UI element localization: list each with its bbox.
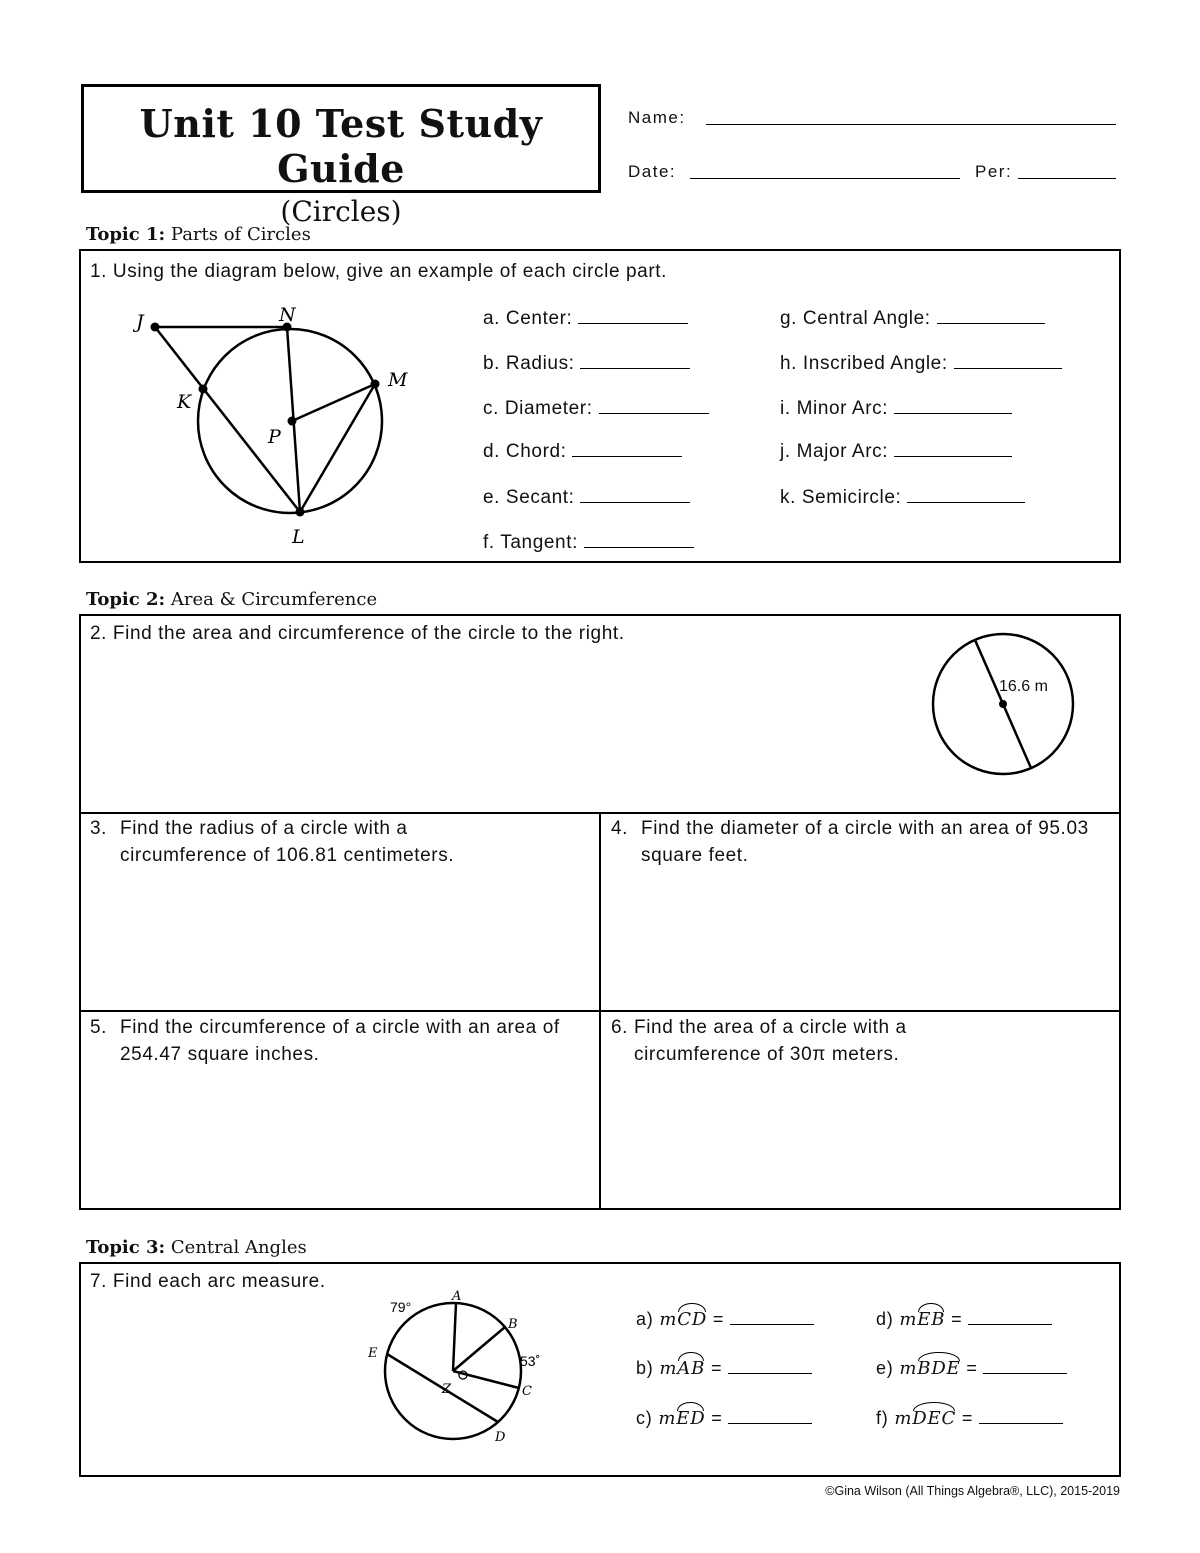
secant-answer-line[interactable]: [580, 484, 690, 503]
question-3: Find the radius of a circle with a circumference of 106.81 centimeters.: [120, 818, 455, 866]
central-angle-answer-line[interactable]: [937, 305, 1045, 324]
item-major-arc: j. Major Arc:: [780, 438, 1012, 463]
q2-diameter-label: 16.6 m: [999, 678, 1048, 695]
item-chord: d. Chord:: [483, 438, 682, 463]
label-m: M: [388, 369, 408, 391]
point-p: [288, 417, 297, 426]
item-radius: b. Radius:: [483, 350, 690, 375]
radius-za: [453, 1303, 456, 1371]
topic3-prefix: Topic 3:: [86, 1237, 166, 1258]
arc-ed-answer-line[interactable]: [728, 1405, 812, 1424]
arc-item-ed: c) mED =: [636, 1405, 812, 1429]
minor-arc-answer-line[interactable]: [894, 395, 1012, 414]
item-central-angle: g. Central Angle:: [780, 305, 1045, 330]
topic2-name: Area & Circumference: [170, 589, 378, 610]
label-j: J: [136, 311, 144, 333]
question-5-number: 5.: [90, 1017, 108, 1038]
tangent-answer-line[interactable]: [584, 529, 694, 548]
question-7: 7. Find each arc measure.: [90, 1271, 326, 1292]
period-field[interactable]: [1018, 178, 1116, 179]
page-title: Unit 10 Test Study Guide: [139, 101, 543, 191]
label-p: P: [268, 426, 281, 448]
page-subtitle: (Circles): [280, 195, 402, 228]
label-a: A: [452, 1289, 462, 1304]
arc-item-ab: b) mAB =: [636, 1355, 812, 1379]
inscribed-angle-answer-line[interactable]: [954, 350, 1062, 369]
item-tangent: f. Tangent:: [483, 529, 694, 554]
label-d: D: [495, 1430, 506, 1445]
name-field[interactable]: [706, 124, 1116, 125]
arc-item-eb: d) mEB =: [876, 1306, 1052, 1330]
question-6: Find the area of a circle with a circumference of 30π meters.: [634, 1017, 907, 1065]
diameter-circle-diagram: [925, 628, 1085, 780]
chord-answer-line[interactable]: [572, 438, 682, 457]
arc-item-bde: e) mBDE =: [876, 1355, 1067, 1379]
item-center: a. Center:: [483, 305, 688, 330]
label-z: Z: [442, 1382, 452, 1397]
radius-pm: [292, 384, 375, 421]
copyright-footer: ©Gina Wilson (All Things Algebra®, LLC), 2015-2019: [825, 1484, 1120, 1498]
label-e: E: [368, 1346, 378, 1361]
arc-dec-answer-line[interactable]: [979, 1405, 1063, 1424]
point-k: [199, 385, 208, 394]
item-diameter: c. Diameter:: [483, 395, 709, 420]
point-l: [296, 508, 305, 517]
central-angles-diagram: [360, 1285, 560, 1450]
arc-item-cd: a) mCD =: [636, 1306, 814, 1330]
topic2-divider-vertical: [599, 812, 601, 1210]
arc-ab-answer-line[interactable]: [728, 1355, 812, 1374]
label-c: C: [522, 1384, 532, 1399]
chord-ml: [300, 384, 375, 512]
topic1-prefix: Topic 1:: [86, 224, 166, 245]
topic3-name: Central Angles: [170, 1237, 307, 1258]
title-box: [81, 84, 601, 228]
topic1-name: Parts of Circles: [170, 224, 311, 245]
diameter-answer-line[interactable]: [599, 395, 709, 414]
arc-cd-answer-line[interactable]: [730, 1306, 814, 1325]
circle-parts-diagram: [120, 295, 420, 555]
date-field[interactable]: [690, 178, 960, 179]
label-l: L: [292, 526, 305, 548]
label-k: K: [177, 391, 192, 413]
semicircle-answer-line[interactable]: [907, 484, 1025, 503]
topic3-heading: [86, 1237, 307, 1258]
topic2-heading: [86, 589, 377, 610]
question-5: Find the circumference of a circle with an area of 254.47 square inches.: [120, 1017, 560, 1065]
item-secant: e. Secant:: [483, 484, 690, 509]
question-3-number: 3.: [90, 818, 108, 839]
period-label: Per:: [975, 162, 1013, 181]
arc-eb-answer-line[interactable]: [968, 1306, 1052, 1325]
question-6-number: 6.: [611, 1017, 629, 1038]
name-label: Name:: [628, 108, 686, 127]
topic2-prefix: Topic 2:: [86, 589, 166, 610]
question-2: 2. Find the area and circumference of the circle to the right.: [90, 623, 625, 644]
label-79-degrees: 79°: [390, 1299, 412, 1315]
radius-zb: [453, 1327, 505, 1371]
point-m: [371, 380, 380, 389]
question-4: Find the diameter of a circle with an area of 95.03 square feet.: [641, 818, 1089, 866]
q2-center-point: [999, 700, 1007, 708]
arc-bde-answer-line[interactable]: [983, 1355, 1067, 1374]
topic1-heading: [86, 224, 311, 245]
question-4-number: 4.: [611, 818, 629, 839]
major-arc-answer-line[interactable]: [894, 438, 1012, 457]
radius-answer-line[interactable]: [580, 350, 690, 369]
center-answer-line[interactable]: [578, 305, 688, 324]
label-b: B: [508, 1317, 518, 1332]
date-label: Date:: [628, 162, 677, 181]
label-n: N: [279, 304, 296, 326]
item-inscribed-angle: h. Inscribed Angle:: [780, 350, 1062, 375]
item-minor-arc: i. Minor Arc:: [780, 395, 1012, 420]
question-1: 1. Using the diagram below, give an example of each circle part.: [90, 261, 668, 282]
label-53-degrees: 53˚: [520, 1353, 541, 1369]
point-j: [151, 323, 160, 332]
arc-item-dec: f) mDEC =: [876, 1405, 1063, 1429]
item-semicircle: k. Semicircle:: [780, 484, 1025, 509]
